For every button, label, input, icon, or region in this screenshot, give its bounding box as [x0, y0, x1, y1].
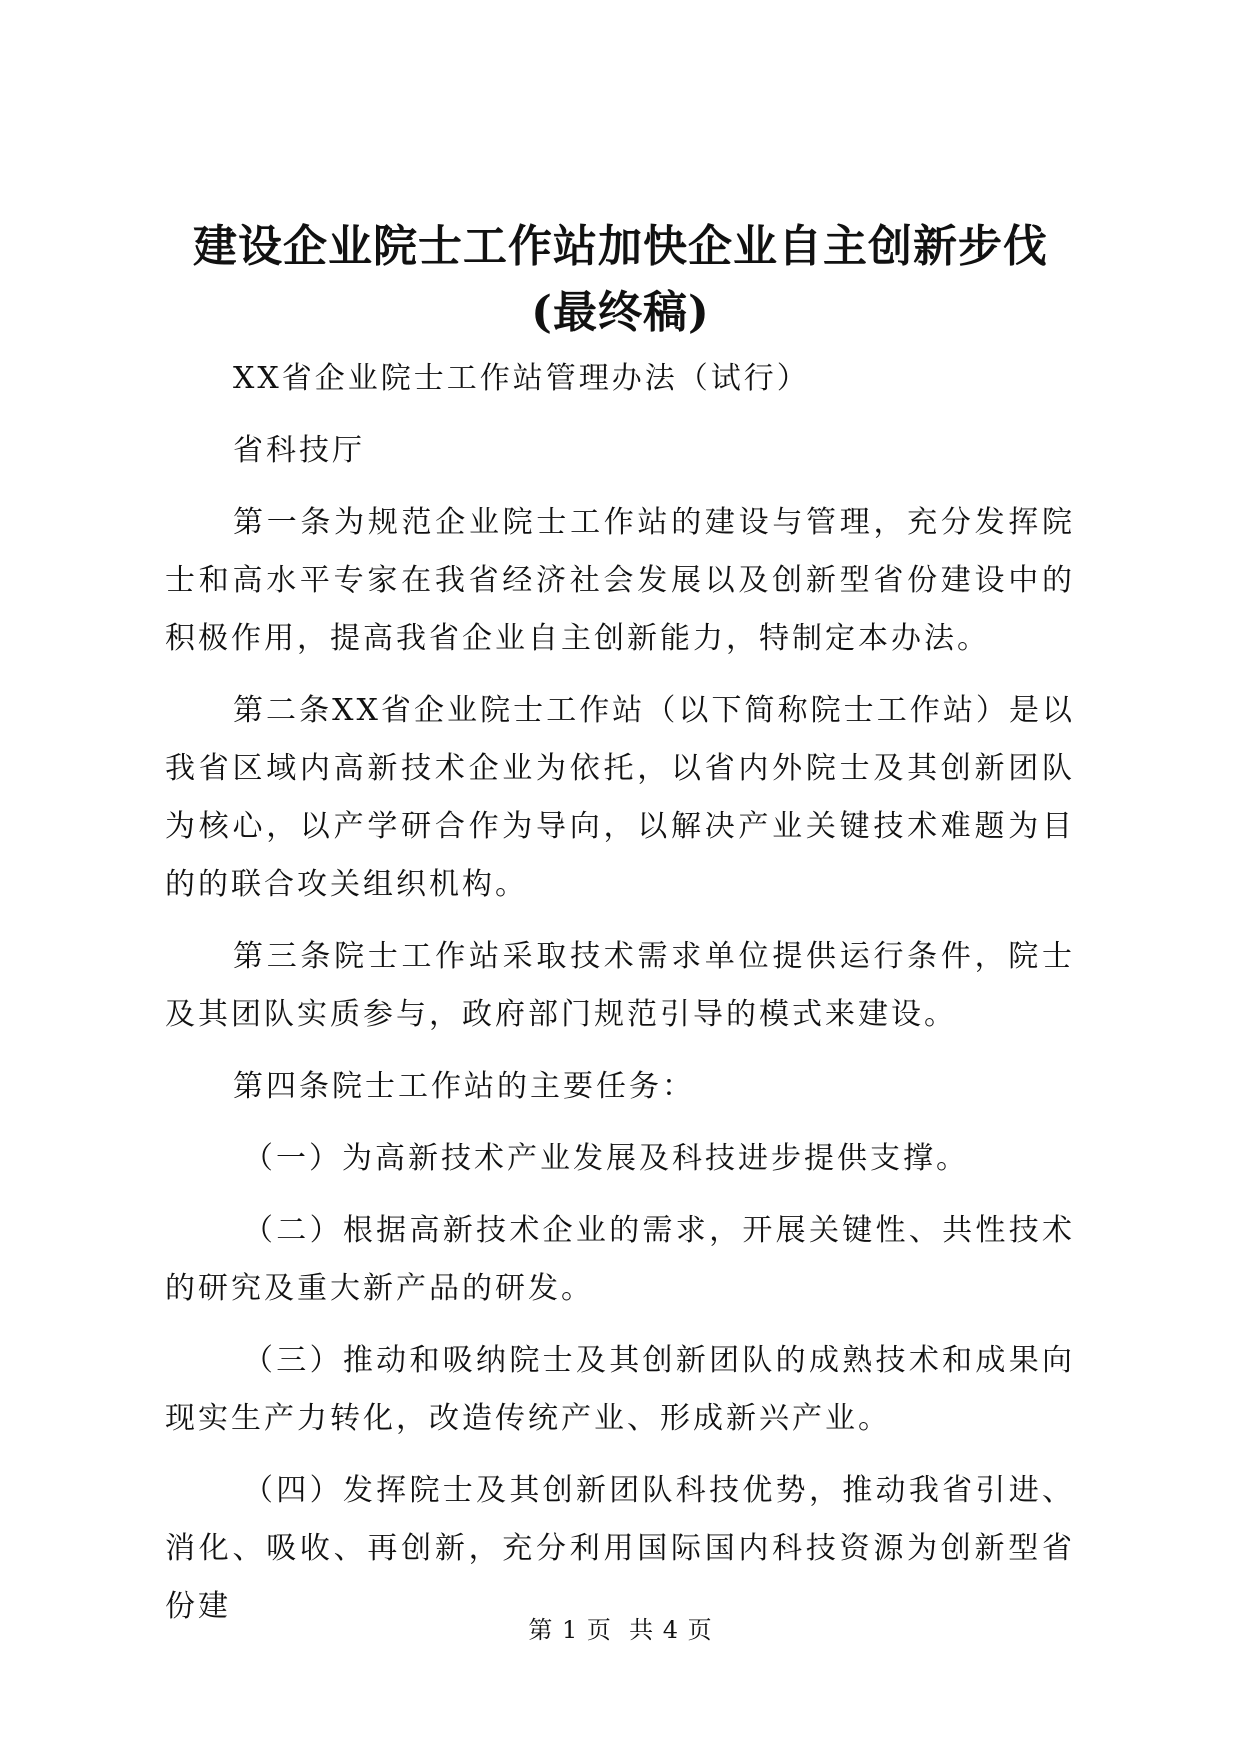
page-footer [0, 1610, 1241, 1645]
article-4-item-2: （二）根据高新技术企业的需求，开展关键性、共性技术的研究及重大新产品的研发。 [165, 1213, 1075, 1306]
article-4: 第四条院士工作站的主要任务： [233, 1069, 695, 1104]
article-1: 第一条为规范企业院士工作站的建设与管理，充分发挥院士和高水平专家在我省经济社会发展以及创新型省份建设中的积极作用，提高我省企业自主创新能力，特制定本办法。 [165, 505, 1075, 656]
article-3: 第三条院士工作站采取技术需求单位提供运行条件，院士及其团队实质参与，政府部门规范引导的模式来建设。 [165, 939, 1075, 1032]
page-number: 第 1 页 共 4 页 [528, 1616, 713, 1644]
document-title-suffix: (最终稿) [531, 287, 710, 338]
article-4-item-4: （四）发挥院士及其创新团队科技优势，推动我省引进、消化、吸收、再创新，充分利用国际国内科技资源为创新型省份建 [165, 1473, 1075, 1624]
document-body [165, 350, 1075, 1636]
subtitle-regulation: XX省企业院士工作站管理办法（试行） [233, 361, 810, 396]
article-2: 第二条XX省企业院士工作站（以下简称院士工作站）是以我省区域内高新技术企业为依托，以省内外院士及其创新团队为核心，以产学研合作为导向，以解决产业关键技术难题为目的的联合攻关组织机构。 [165, 693, 1075, 902]
article-4-item-1: （一）为高新技术产业发展及科技进步提供支撑。 [243, 1141, 969, 1176]
document-title: 建设企业院士工作站加快企业自主创新步伐 [193, 221, 1048, 272]
issuing-department: 省科技厅 [233, 433, 365, 468]
article-4-item-3: （三）推动和吸纳院士及其创新团队的成熟技术和成果向现实生产力转化，改造传统产业、形成新兴产业。 [165, 1343, 1075, 1436]
